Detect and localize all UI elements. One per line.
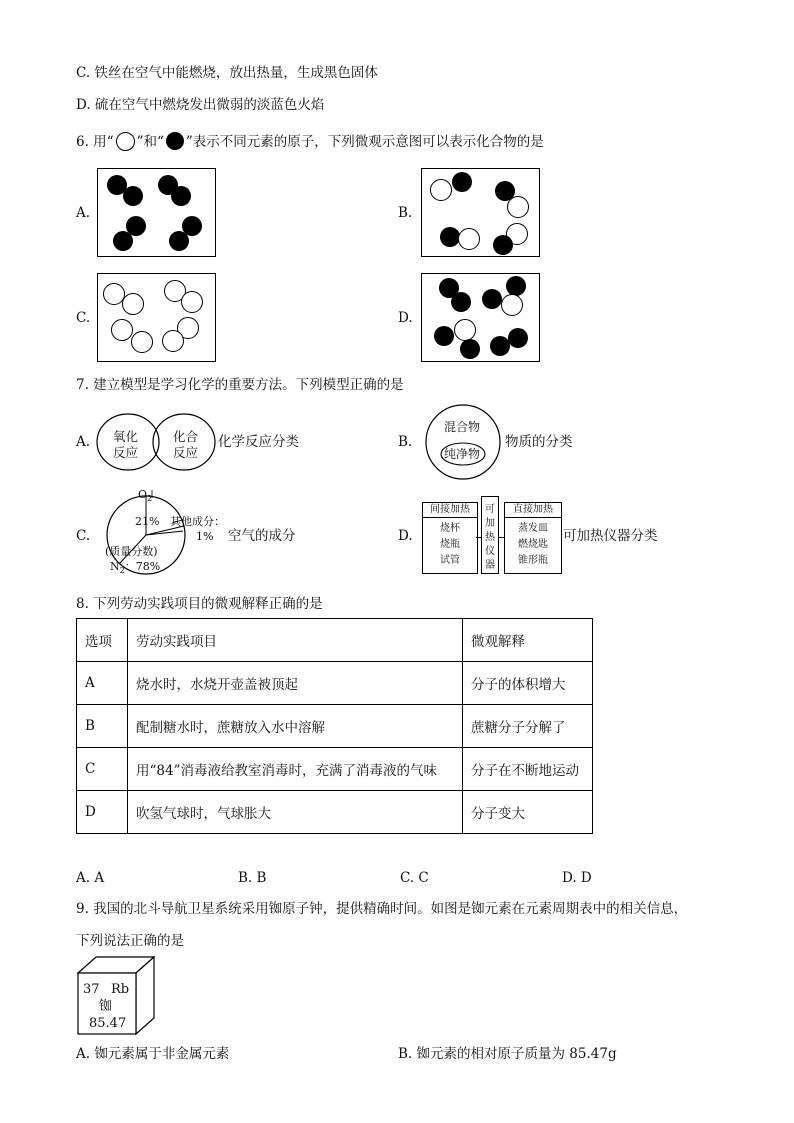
q8-option-b: B. B bbox=[238, 870, 267, 886]
table-row bbox=[77, 705, 593, 748]
q7a-right-line1: 化合 bbox=[173, 429, 199, 444]
q7a-right-line2: 反应 bbox=[173, 445, 199, 460]
indirect-heating-title: 间接加热 bbox=[423, 503, 477, 518]
q9-stem-line2: 下列说法正确的是 bbox=[76, 933, 184, 949]
white-atom bbox=[507, 196, 529, 218]
row-option: B bbox=[77, 705, 128, 748]
q7d-caption: 可加热仪器分类 bbox=[563, 528, 658, 544]
q6-stem-part1: 6. 用“ bbox=[76, 134, 114, 150]
q6-diagram-b bbox=[421, 168, 540, 257]
connector-left bbox=[476, 537, 481, 538]
q6-stem bbox=[76, 132, 544, 151]
q7c-n2-symbol: N bbox=[110, 560, 120, 573]
q6-label-a: A. bbox=[76, 205, 91, 221]
black-atom bbox=[452, 172, 472, 192]
black-atom bbox=[508, 328, 528, 348]
item-combustion-spoon: 燃烧匙 bbox=[518, 539, 548, 550]
element-mass: 85.47 bbox=[89, 1016, 127, 1031]
q7-label-a: A. bbox=[76, 434, 91, 450]
row-explanation: 蔗糖分子分解了 bbox=[463, 705, 593, 748]
table-header-row bbox=[77, 619, 593, 662]
center-char: 加 bbox=[485, 518, 495, 529]
q6-label-b: B. bbox=[398, 205, 413, 221]
white-atom bbox=[181, 291, 203, 313]
black-atom bbox=[460, 339, 480, 359]
white-atom-icon bbox=[116, 132, 135, 151]
q7c-o2-percent: 21% bbox=[135, 515, 160, 528]
q7c-o2-label bbox=[138, 486, 152, 508]
black-atom bbox=[490, 336, 510, 356]
q6-diagram-a bbox=[97, 168, 216, 257]
q8-option-a: A. A bbox=[76, 870, 105, 886]
item-beaker: 烧杯 bbox=[440, 523, 460, 534]
table-row bbox=[77, 748, 593, 791]
black-atom bbox=[451, 292, 471, 312]
white-atom bbox=[131, 331, 153, 353]
q6-diagram-c bbox=[97, 273, 216, 362]
q7c-n2-sub: 2 bbox=[119, 566, 125, 576]
q7c-o2-sub: 2 bbox=[147, 494, 153, 504]
black-atom bbox=[434, 326, 454, 346]
q7c-n2-value: ：78% bbox=[124, 560, 161, 573]
header-project: 劳动实践项目 bbox=[128, 619, 463, 662]
q9-option-a: A. 铷元素属于非金属元素 bbox=[76, 1046, 230, 1062]
q6-label-d: D. bbox=[398, 310, 413, 326]
q6-stem-part3: ”表示不同元素的原子，下列微观示意图可以表示化合物的是 bbox=[185, 134, 544, 150]
table-row bbox=[77, 791, 593, 834]
white-atom bbox=[162, 330, 184, 352]
q7a-caption: 化学反应分类 bbox=[218, 434, 299, 450]
q6-label-c: C. bbox=[76, 310, 91, 326]
row-explanation: 分子变大 bbox=[463, 791, 593, 834]
center-char: 仪 bbox=[485, 546, 495, 557]
black-atom bbox=[482, 289, 502, 309]
white-atom bbox=[122, 293, 144, 315]
header-explanation: 微观解释 bbox=[463, 619, 593, 662]
q8-option-c: C. C bbox=[400, 870, 429, 886]
q5-option-d: D. 硫在空气中燃烧发出微弱的淡蓝色火焰 bbox=[76, 97, 325, 113]
pie-divider-other bbox=[146, 531, 183, 535]
row-explanation: 分子的体积增大 bbox=[463, 662, 593, 705]
row-project: 配制糖水时，蔗糖放入水中溶解 bbox=[128, 705, 463, 748]
black-atom bbox=[440, 227, 460, 247]
q9-option-b: B. 铷元素的相对原子质量为 85.47g bbox=[398, 1046, 617, 1062]
q8-stem: 8. 下列劳动实践项目的微观解释正确的是 bbox=[76, 596, 323, 612]
white-atom bbox=[454, 319, 476, 341]
center-char: 可 bbox=[485, 504, 495, 515]
q7a-left-line1: 氧化 bbox=[113, 429, 139, 444]
element-symbol: Rb bbox=[111, 982, 130, 997]
direct-heating-box bbox=[504, 502, 562, 574]
center-char: 器 bbox=[485, 560, 495, 571]
item-evaporating-dish: 蒸发皿 bbox=[518, 523, 548, 534]
header-option: 选项 bbox=[77, 619, 128, 662]
q7b-outer-label: 混合物 bbox=[444, 420, 481, 434]
q7-label-d: D. bbox=[398, 528, 413, 544]
element-name: 铷 bbox=[99, 999, 113, 1014]
direct-heating-title: 直接加热 bbox=[505, 503, 561, 518]
black-atom-icon bbox=[166, 132, 184, 150]
q7b-inner-label: 纯净物 bbox=[444, 447, 481, 461]
q7-stem: 7. 建立模型是学习化学的重要方法。下列模型正确的是 bbox=[76, 377, 404, 393]
heatable-instruments-box bbox=[481, 496, 499, 574]
q7a-left-line2: 反应 bbox=[113, 445, 139, 460]
white-atom bbox=[458, 228, 480, 250]
row-option: C bbox=[77, 748, 128, 791]
black-atom bbox=[493, 235, 513, 255]
row-project: 用“84”消毒液给教室消毒时，充满了消毒液的气味 bbox=[128, 748, 463, 791]
table-row bbox=[77, 662, 593, 705]
row-project: 烧水时，水烧开壶盖被顶起 bbox=[128, 662, 463, 705]
item-conical-flask: 锥形瓶 bbox=[518, 555, 548, 566]
black-atom bbox=[113, 231, 133, 251]
q5-option-c: C. 铁丝在空气中能燃烧，放出热量，生成黑色固体 bbox=[76, 65, 378, 81]
q7c-caption: 空气的成分 bbox=[228, 528, 296, 544]
q7-label-c: C. bbox=[76, 528, 91, 544]
mixture-circle bbox=[426, 405, 500, 479]
q7c-mass-fraction: (质量分数) bbox=[105, 545, 158, 558]
q7-instrument-diagram bbox=[422, 502, 560, 574]
row-explanation: 分子在不断地运动 bbox=[463, 748, 593, 791]
white-atom bbox=[430, 179, 452, 201]
black-atom bbox=[171, 186, 191, 206]
black-atom bbox=[123, 186, 143, 206]
direct-heating-items bbox=[505, 521, 561, 569]
q7c-other-label: 其他成分： bbox=[170, 515, 225, 528]
q7-nested-diagram bbox=[422, 403, 504, 481]
q7c-o2-symbol: O bbox=[138, 488, 148, 501]
indirect-heating-box bbox=[422, 502, 478, 574]
row-project: 吹氢气球时，气球胀大 bbox=[128, 791, 463, 834]
indirect-heating-items bbox=[423, 521, 477, 569]
q8-table bbox=[76, 618, 593, 834]
item-test-tube: 试管 bbox=[440, 555, 460, 566]
q7c-other-percent: 1% bbox=[196, 530, 214, 543]
black-atom bbox=[506, 276, 526, 296]
center-char: 热 bbox=[485, 532, 495, 543]
item-flask: 烧瓶 bbox=[440, 539, 460, 550]
black-atom bbox=[169, 231, 189, 251]
q7-label-b: B. bbox=[398, 434, 413, 450]
q7b-caption: 物质的分类 bbox=[505, 434, 573, 450]
q7c-n2-label bbox=[110, 558, 160, 580]
q8-option-d: D. D bbox=[562, 870, 592, 886]
element-number: 37 bbox=[83, 982, 100, 997]
q6-diagram-d bbox=[421, 273, 540, 362]
row-option: D bbox=[77, 791, 128, 834]
q9-stem-line1: 9. 我国的北斗导航卫星系统采用铷原子钟，提供精确时间。如图是铷元素在元素周期表中的相关信息， bbox=[76, 901, 688, 917]
q6-stem-part2: ”和“ bbox=[136, 134, 164, 150]
white-atom bbox=[501, 294, 523, 316]
row-option: A bbox=[77, 662, 128, 705]
white-atom bbox=[111, 319, 133, 341]
